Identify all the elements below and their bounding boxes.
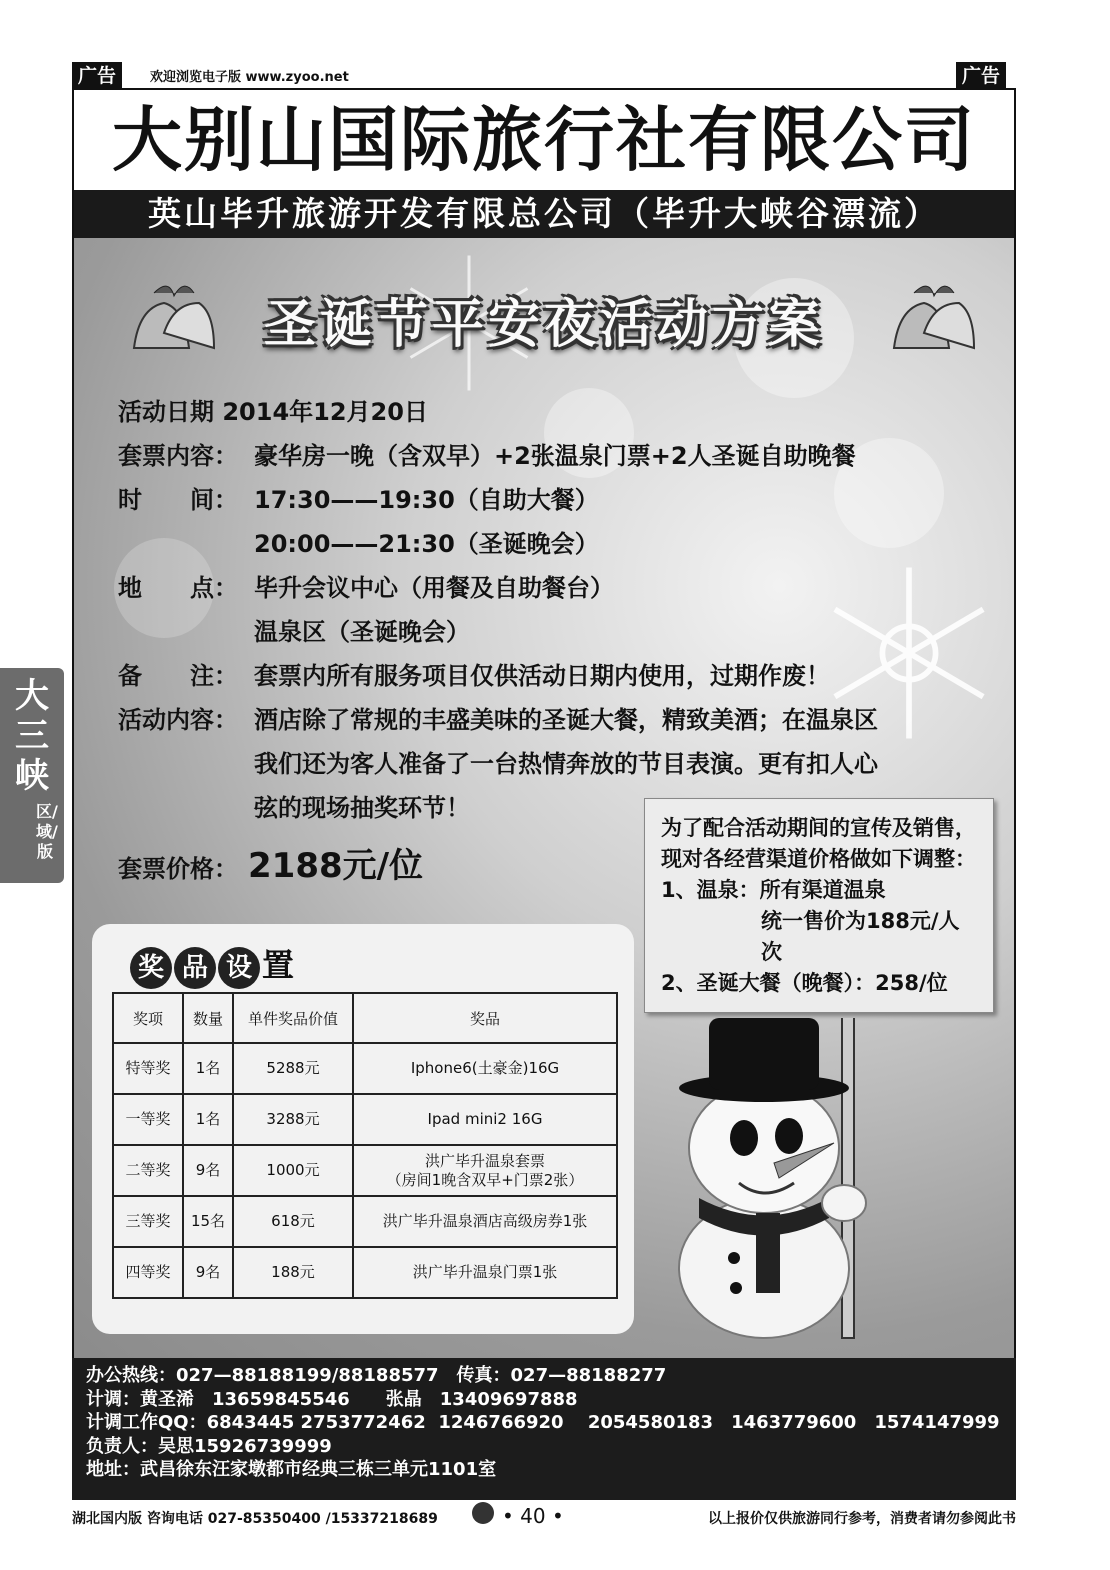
qq-line: 计调工作QQ：6843445 2753772462 1246766920 2054580183 1463779600 1574147999 [86, 1412, 1000, 1433]
notice-line: 1、温泉：所有渠道温泉 [661, 878, 886, 902]
content-row [118, 698, 878, 742]
content-value-1: 酒店除了常规的丰盛美味的圣诞大餐，精致美酒；在温泉区 [254, 706, 878, 734]
place-label: 地 点： [118, 574, 238, 602]
notice-line: 2、圣诞大餐（晚餐）：258/位 [661, 971, 948, 995]
time-value-2: 20:00——21:30（圣诞晚会） [254, 530, 599, 558]
table-row [113, 1145, 617, 1196]
poster [74, 238, 1014, 1398]
page-number: • 40 • [502, 1504, 564, 1528]
prize-tier: 一等奖 [113, 1094, 183, 1145]
package-row [118, 434, 856, 478]
column-header: 奖项 [113, 993, 183, 1043]
table-row [113, 1043, 617, 1094]
prize-quantity: 9名 [183, 1247, 233, 1298]
place-value-1: 毕升会议中心（用餐及自助餐台） [254, 574, 614, 602]
address-line: 地址：武昌徐东汪家墩都市经典三栋三单元1101室 [86, 1459, 497, 1480]
prize-value: 5288元 [233, 1043, 353, 1094]
footer-left: 湖北国内版 咨询电话 027-85350400 /15337218689 [72, 1511, 438, 1527]
company-subtitle: 英山毕升旅游开发有限总公司（毕升大峡谷漂流） [74, 190, 1014, 238]
prize-tier: 三等奖 [113, 1196, 183, 1247]
prize-tier: 四等奖 [113, 1247, 183, 1298]
table-row [113, 1196, 617, 1247]
package-value: 豪华房一晚（含双早）+2张温泉门票+2人圣诞自助晚餐 [254, 442, 856, 470]
note-row [118, 654, 830, 698]
content-value-2: 我们还为客人准备了一台热情奔放的节目表演。更有扣人心 [254, 750, 878, 778]
column-header: 数量 [183, 993, 233, 1043]
table-row [113, 1094, 617, 1145]
prize-tier: 特等奖 [113, 1043, 183, 1094]
prize-value: 3288元 [233, 1094, 353, 1145]
prize-table [112, 992, 618, 1299]
note-label: 备 注： [118, 662, 238, 690]
price-notice-board [644, 798, 994, 1013]
column-header: 奖品 [353, 993, 617, 1043]
content-label: 活动内容： [118, 706, 238, 734]
time-row [118, 478, 599, 522]
christmas-bells-icon [874, 278, 984, 368]
prize-heading-char: 奖 [130, 947, 172, 989]
event-date-row [118, 390, 428, 434]
company-title: 大别山国际旅行社有限公司 [112, 98, 976, 181]
place-value-2: 温泉区（圣诞晚会） [254, 618, 470, 646]
prize-item: 洪广毕升温泉酒店高级房券1张 [353, 1196, 617, 1247]
prize-heading-char: 置 [262, 946, 295, 984]
place-row [118, 566, 614, 610]
prize-value: 188元 [233, 1247, 353, 1298]
prize-quantity: 9名 [183, 1145, 233, 1196]
event-date-label: 活动日期 [118, 398, 214, 426]
side-tab-subtitle: 区/域/版 [36, 802, 58, 861]
prize-quantity: 15名 [183, 1196, 233, 1247]
region-side-tab [0, 668, 64, 883]
ad-label-right: 广告 [956, 62, 1006, 90]
package-label: 套票内容： [118, 442, 238, 470]
prize-item: 洪广毕升温泉套票 （房间1晚含双早+门票2张） [353, 1145, 617, 1196]
ad-frame [72, 88, 1016, 1500]
price-label: 套票价格： [118, 855, 238, 883]
manager-line: 负责人：吴思15926739999 [86, 1435, 332, 1457]
note-value: 套票内所有服务项目仅供活动日期内使用，过期作废！ [254, 662, 830, 690]
side-tab-title: 大三峡 [15, 676, 49, 796]
prize-quantity: 1名 [183, 1043, 233, 1094]
prize-quantity: 1名 [183, 1094, 233, 1145]
notice-line: 为了配合活动期间的宣传及销售， [661, 816, 976, 840]
prize-heading [130, 940, 294, 989]
christmas-bells-icon [114, 278, 224, 368]
event-title: 圣诞节平安夜活动方案 [263, 295, 824, 355]
prize-value: 618元 [233, 1196, 353, 1247]
snowman-illustration [664, 1018, 904, 1348]
coordinator-line: 计调：黄圣浠 13659845546 张晶 13409697888 [86, 1388, 578, 1410]
prize-item: Iphone6(土豪金)16G [353, 1043, 617, 1094]
welcome-text: 欢迎浏览电子版 www.zyoo.net [150, 70, 349, 85]
prize-tier: 二等奖 [113, 1145, 183, 1196]
price-row [118, 838, 423, 887]
content-value-3: 弦的现场抽奖环节！ [254, 794, 470, 822]
page-footer [72, 1504, 1016, 1534]
table-header-row [113, 993, 617, 1043]
event-date-value: 2014年12月20日 [222, 398, 428, 426]
logo-icon [472, 1502, 494, 1524]
footer-right: 以上报价仅供旅游同行参考，消费者请勿参阅此书 [708, 1511, 1016, 1527]
table-row [113, 1247, 617, 1298]
column-header: 单件奖品价值 [233, 993, 353, 1043]
prize-heading-char: 设 [218, 947, 260, 989]
notice-line: 现对各经营渠道价格做如下调整： [661, 847, 976, 871]
prize-item: 洪广毕升温泉门票1张 [353, 1247, 617, 1298]
hotline-line: 办公热线：027—88188199/88188577 传真：027—88188277 [86, 1365, 667, 1386]
notice-line: 统一售价为188元/人次 [761, 909, 960, 964]
price-value: 2188元/位 [248, 846, 424, 886]
prize-panel [92, 924, 634, 1334]
time-label: 时 间： [118, 486, 238, 514]
ad-label-left: 广告 [72, 62, 122, 90]
contact-footer [72, 1358, 1016, 1500]
prize-heading-char: 品 [174, 947, 216, 989]
time-value-1: 17:30——19:30（自助大餐） [254, 486, 599, 514]
prize-item: Ipad mini2 16G [353, 1094, 617, 1145]
prize-value: 1000元 [233, 1145, 353, 1196]
